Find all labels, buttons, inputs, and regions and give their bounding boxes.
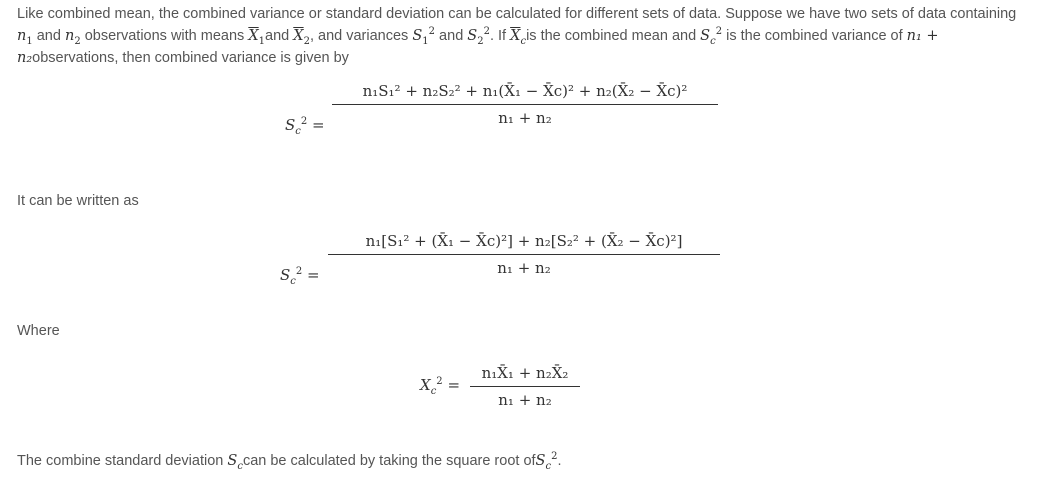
intro-text-5: , and variances xyxy=(309,28,413,44)
formula2-numerator: n₁[S₁² + (X̄₁ − X̄c)²] + n₂[S₂² + (X̄₂ − X̄c)²] xyxy=(365,232,683,250)
conclusion-text-2: can be calculated by taking the square root of xyxy=(242,453,536,469)
intro-text-10: observations, then combined variance is given by xyxy=(32,50,349,66)
symbol-s1-squared: $S_1^2$ xyxy=(412,26,436,47)
combined-variance-formula-expanded xyxy=(0,226,1044,301)
formula3-numerator: n₁X̄₁ + n₂X̄₂ xyxy=(481,364,569,382)
intro-text-9: is the combined variance of xyxy=(722,28,907,44)
symbol-sc: $S_c$ xyxy=(227,453,243,472)
formula1-fraction xyxy=(332,82,718,127)
formula1-fraction-bar xyxy=(332,104,718,105)
symbol-n-sum: n₁ + n₂ xyxy=(17,28,939,66)
formula3-fraction xyxy=(470,364,580,409)
written-as-text: It can be written as xyxy=(17,193,139,209)
symbol-sc-squared-end: $S_c^2$ xyxy=(535,451,558,472)
intro-text-8: is the combined mean and xyxy=(526,28,701,44)
formula1-lhs: $S_c^2$ = xyxy=(285,116,325,137)
formula3-lhs: $X_c^2$ = xyxy=(420,376,461,397)
symbol-n2: $n_2$ xyxy=(64,28,81,47)
symbol-x1bar: $\overline{X}_1$ xyxy=(248,28,266,47)
intro-text-1: Like combined mean, the combined variance or standard deviation can be calculated for different sets of data. Suppose we have two sets of data containing xyxy=(17,6,1017,22)
conclusion-paragraph xyxy=(17,450,1017,472)
conclusion-period: . xyxy=(557,453,562,469)
intro-text-6: and xyxy=(435,28,468,44)
intro-text-7: . If xyxy=(489,28,511,44)
intro-text-3: observations with means xyxy=(80,28,249,44)
symbol-sc-squared: $S_c^2$ xyxy=(700,26,723,47)
formula2-lhs: $S_c^2$ = xyxy=(280,266,320,287)
where-text: Where xyxy=(17,323,60,339)
formula1-numerator: n₁S₁² + n₂S₂² + n₁(X̄₁ − X̄c)² + n₂(X̄₂ − X̄c)² xyxy=(362,82,688,100)
intro-text-2: and xyxy=(32,28,65,44)
symbol-x2bar: $\overline{X}_2$ xyxy=(293,28,310,47)
formula2-fraction-bar xyxy=(328,254,720,255)
formula3-fraction-bar xyxy=(470,386,580,387)
intro-paragraph xyxy=(17,3,1017,69)
intro-text-4: and xyxy=(265,28,294,44)
formula3-denominator: n₁ + n₂ xyxy=(498,391,552,409)
formula2-fraction xyxy=(328,232,720,277)
combined-variance-formula xyxy=(0,82,1044,152)
symbol-s2-squared: $S_2^2$ xyxy=(467,26,490,47)
combined-mean-formula xyxy=(0,364,1044,414)
symbol-xc-bar: $\overline{X}_c$ xyxy=(510,28,527,47)
conclusion-text-1: The combine standard deviation xyxy=(17,453,228,469)
formula2-denominator: n₁ + n₂ xyxy=(497,259,551,277)
symbol-n1: $n_1$ xyxy=(17,28,33,47)
formula1-denominator: n₁ + n₂ xyxy=(498,109,552,127)
